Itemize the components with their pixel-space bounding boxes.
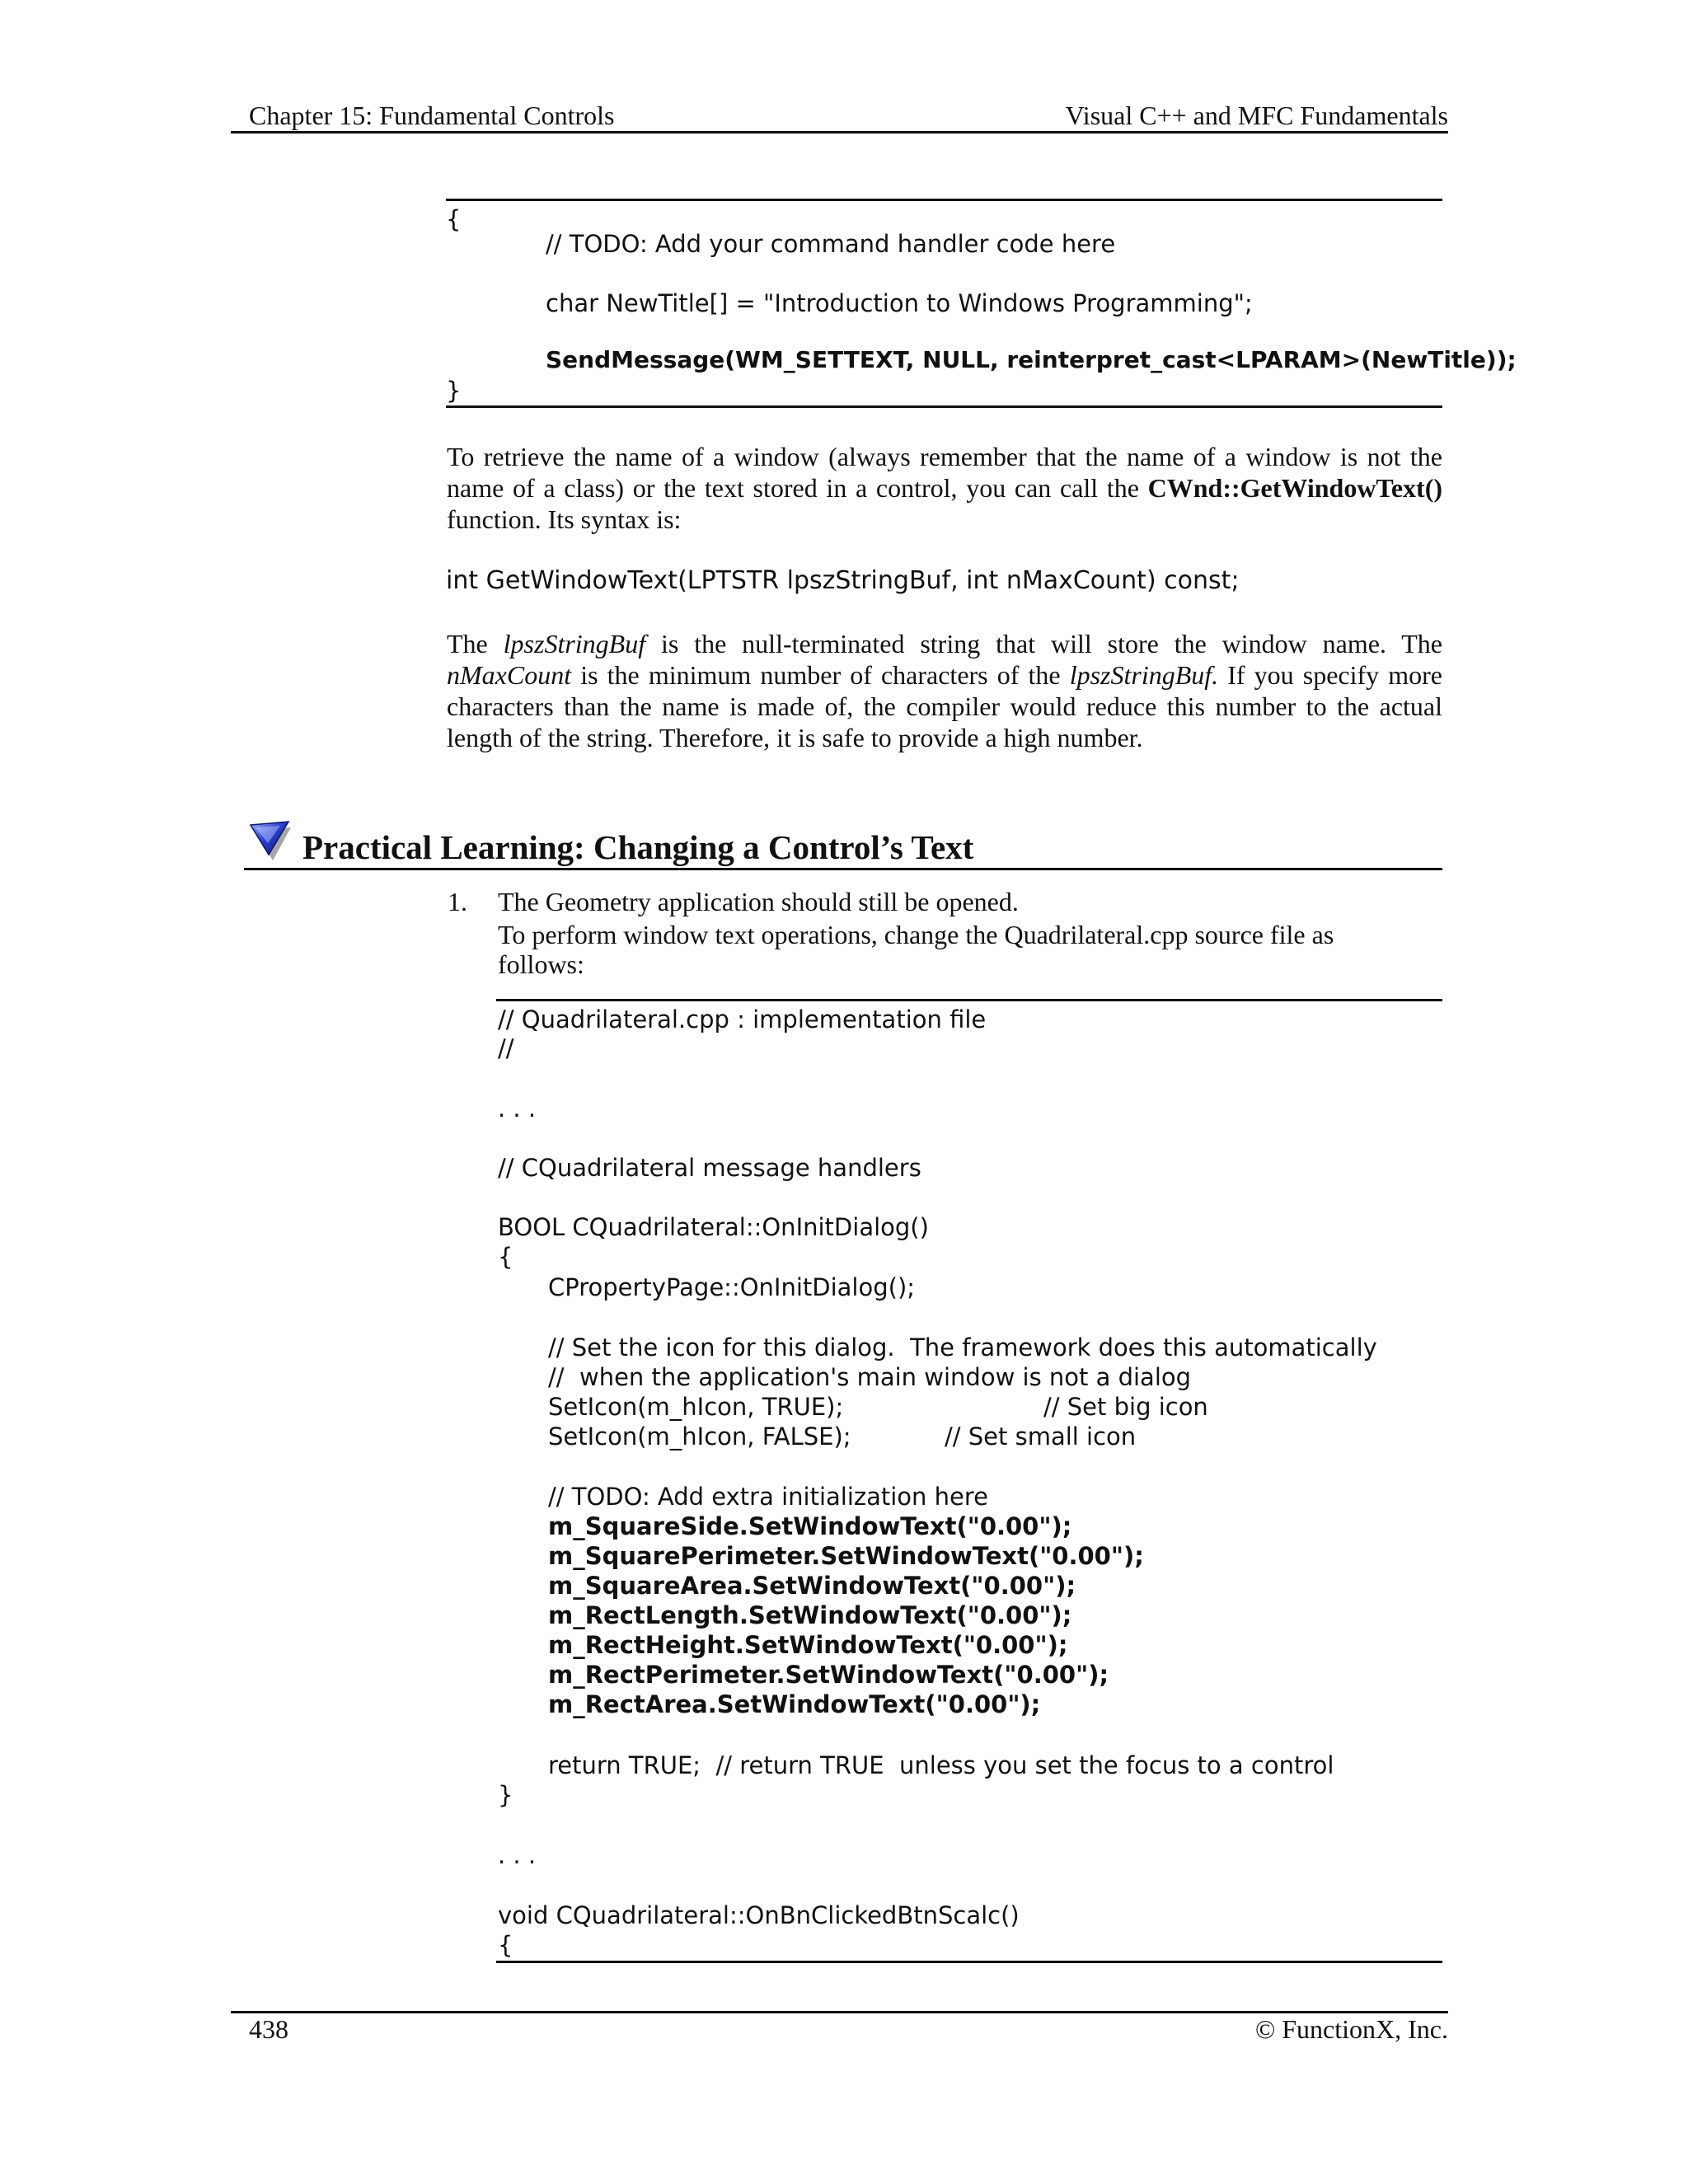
- step-number: 1.: [448, 887, 467, 916]
- param-name: lpszStringBuf: [503, 629, 646, 658]
- code-line: // TODO: Add your command handler code here: [546, 230, 1116, 258]
- code-line: CPropertyPage::OnInitDialog();: [548, 1273, 916, 1301]
- code-line-bold: m_RectArea.SetWindowText("0.00");: [548, 1690, 1041, 1718]
- code-line: SetIcon(m_hIcon, FALSE);: [548, 1422, 851, 1451]
- section-title: Practical Learning: Changing a Control’s Text: [302, 828, 974, 866]
- code-line: BOOL CQuadrilateral::OnInitDialog(): [498, 1213, 929, 1241]
- code-line-bold: m_RectPerimeter.SetWindowText("0.00");: [548, 1661, 1109, 1689]
- running-header-book-title: Visual C++ and MFC Fundamentals: [1065, 101, 1448, 130]
- paragraph-parameters: The lpszStringBuf is the null-terminated string that will store the window name. The nMaxCount is the minimum number of characters of the lpszStringBuf. If you specify more characters than the name is made of, the compiler would reduce this number to the actual length of the string. Therefore, it is safe to provide a high number.: [447, 629, 1443, 752]
- code-line: // Set the icon for this dialog. The framework does this automatically: [548, 1333, 1377, 1361]
- header-rule: [231, 131, 1448, 134]
- code-line-bold: m_SquarePerimeter.SetWindowText("0.00");: [548, 1542, 1144, 1570]
- code-line: . . .: [498, 1841, 537, 1869]
- code-line-bold: m_RectHeight.SetWindowText("0.00");: [548, 1631, 1068, 1659]
- code-line-bold: m_SquareSide.SetWindowText("0.00");: [548, 1512, 1072, 1540]
- copyright: © FunctionX, Inc.: [1254, 2014, 1448, 2044]
- code-line: // CQuadrilateral message handlers: [498, 1154, 921, 1182]
- code-line: //: [498, 1034, 514, 1062]
- code-line: . . .: [498, 1094, 537, 1122]
- step-text: The Geometry application should still be opened.: [498, 887, 1019, 916]
- code-block-1-top-rule: [446, 199, 1442, 201]
- syntax-line: int GetWindowText(LPTSTR lpszStringBuf, int nMaxCount) const;: [446, 566, 1240, 595]
- code-line-bold: m_RectLength.SetWindowText("0.00");: [548, 1601, 1072, 1629]
- section-rule: [244, 868, 1442, 870]
- code-comment: // Set small icon: [945, 1422, 1137, 1451]
- page-number: 438: [249, 2014, 288, 2044]
- code-line: void CQuadrilateral::OnBnClickedBtnScalc(): [498, 1901, 1020, 1929]
- code-line: char NewTitle[] = "Introduction to Windows Programming";: [546, 289, 1253, 317]
- code-line: return TRUE; // return TRUE unless you set the focus to a control: [548, 1751, 1334, 1779]
- code-line-bold: SendMessage(WM_SETTEXT, NULL, reinterpret_cast<LPARAM>(NewTitle));: [546, 346, 1517, 373]
- code-line-bold: m_SquareArea.SetWindowText("0.00");: [548, 1572, 1076, 1600]
- code-line: SetIcon(m_hIcon, TRUE);: [548, 1393, 844, 1421]
- code-line: {: [498, 1931, 513, 1959]
- code-block-2-bottom-rule: [496, 1961, 1442, 1963]
- code-line: }: [498, 1781, 513, 1809]
- param-name: lpszStringBuf.: [1069, 660, 1219, 690]
- code-line: // when the application's main window is not a dialog: [548, 1363, 1192, 1391]
- code-line: {: [498, 1243, 513, 1271]
- code-line: // Quadrilateral.cpp : implementation file: [498, 1005, 987, 1033]
- function-name: CWnd::GetWindowText(): [1147, 473, 1442, 503]
- code-line: // TODO: Add extra initialization here: [548, 1483, 988, 1511]
- param-name: nMaxCount: [447, 660, 572, 690]
- code-line: }: [446, 377, 462, 405]
- paragraph-get-window-text: To retrieve the name of a window (always remember that the name of a window is not the name of a class) or the text stored in a control, you can call the CWnd::GetWindowText() function. Its syntax is:: [447, 442, 1442, 534]
- running-header-chapter: Chapter 15: Fundamental Controls: [249, 101, 615, 130]
- blue-triangle-arrow-icon: [247, 818, 293, 861]
- code-comment: // Set big icon: [1043, 1393, 1208, 1421]
- step-text: To perform window text operations, change the Quadrilateral.cpp source file as: [498, 920, 1334, 949]
- code-block-1-bottom-rule: [446, 405, 1442, 408]
- step-text: follows:: [498, 949, 584, 979]
- code-line: {: [446, 205, 462, 233]
- code-block-2-top-rule: [496, 999, 1442, 1001]
